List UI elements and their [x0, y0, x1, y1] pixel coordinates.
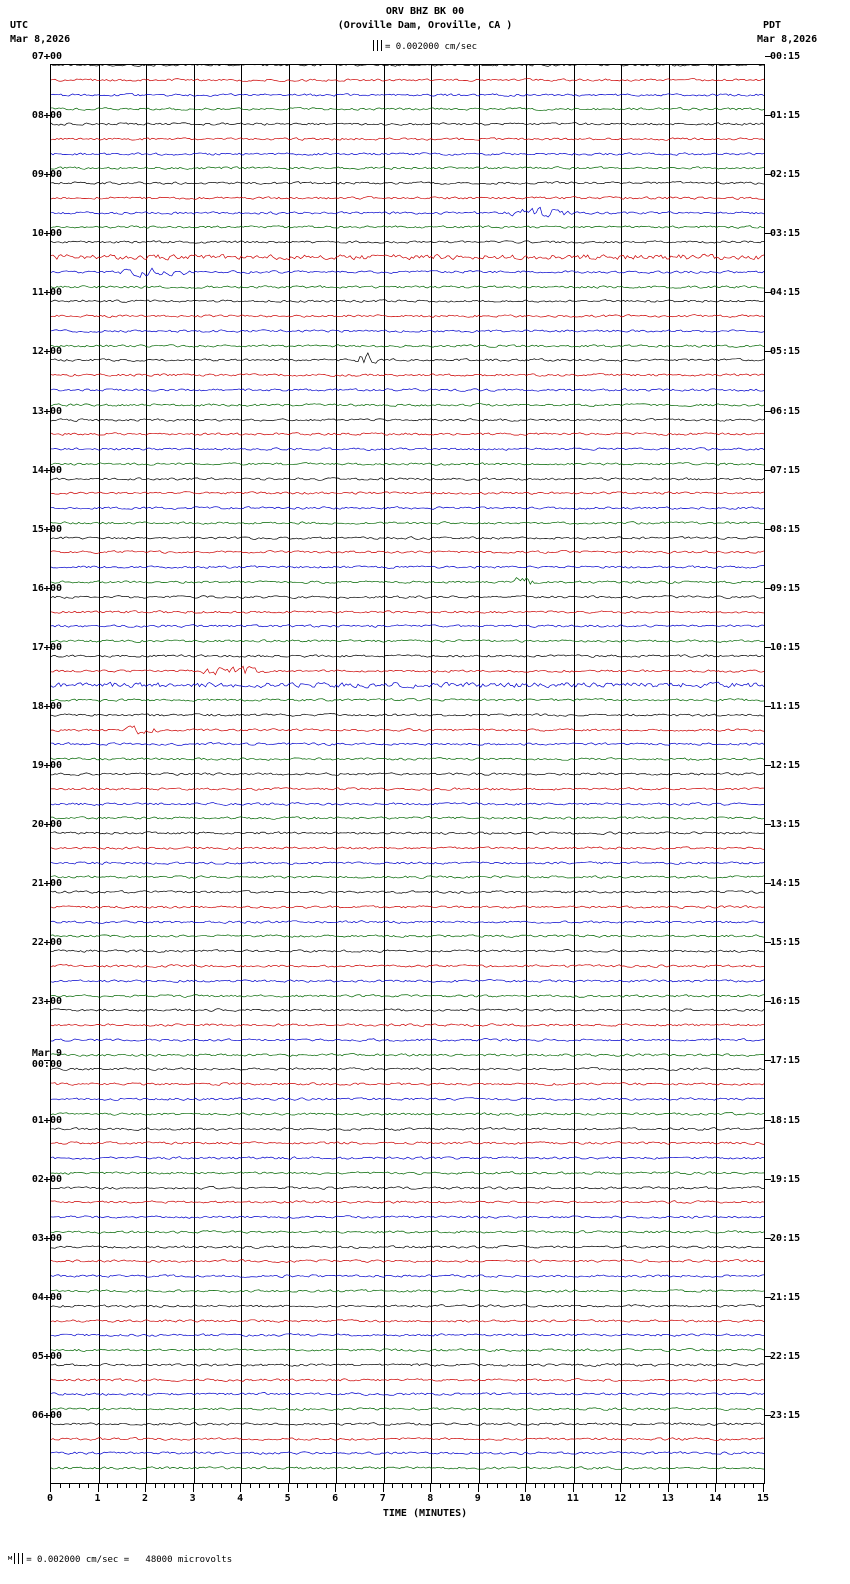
- x-tick-minor: [316, 1484, 317, 1488]
- x-tick-minor: [411, 1484, 412, 1488]
- seismogram-trace: [51, 279, 764, 295]
- pdt-hour-label: 01:15: [770, 110, 801, 122]
- x-tick-minor: [649, 1484, 650, 1488]
- x-tick-minor: [639, 1484, 640, 1488]
- seismogram-trace: [51, 825, 764, 841]
- scale-bar-icon: [373, 40, 382, 51]
- seismogram-trace: [51, 234, 764, 250]
- utc-hour-label: 23:00: [31, 996, 62, 1008]
- x-tick-label: 11: [566, 1493, 579, 1504]
- utc-hour-label: 01:00: [31, 1114, 62, 1126]
- seismogram-trace: [51, 1224, 764, 1240]
- x-tick-minor: [269, 1484, 270, 1488]
- x-tick-major: [193, 1484, 194, 1492]
- seismogram-trace: [51, 1283, 764, 1299]
- seismogram-trace: [51, 677, 764, 693]
- seismogram-trace: [51, 1194, 764, 1210]
- utc-hour-label: 03:00: [31, 1232, 62, 1244]
- seismogram-trace: [51, 899, 764, 915]
- hour-tick: [765, 1238, 771, 1239]
- utc-hour-label: 16:00: [31, 582, 62, 594]
- seismogram-trace: [51, 1076, 764, 1092]
- seismogram-trace: [51, 1017, 764, 1033]
- x-tick-minor: [753, 1484, 754, 1488]
- x-tick-minor: [155, 1484, 156, 1488]
- seismogram-trace: [51, 308, 764, 324]
- x-axis-title: TIME (MINUTES): [382, 1508, 468, 1519]
- seismogram-trace: [51, 382, 764, 398]
- seismogram-trace: [51, 1357, 764, 1373]
- x-tick-label: 9: [474, 1493, 481, 1504]
- seismogram-trace: [51, 293, 764, 309]
- hour-tick: [44, 1415, 50, 1416]
- hour-tick: [44, 56, 50, 57]
- hour-tick: [44, 883, 50, 884]
- x-tick-minor: [354, 1484, 355, 1488]
- pdt-hour-label: 19:15: [770, 1173, 801, 1185]
- x-tick-label: 3: [189, 1493, 196, 1504]
- pdt-hour-label: 17:15: [770, 1055, 801, 1067]
- x-tick-major: [430, 1484, 431, 1492]
- x-tick-minor: [79, 1484, 80, 1488]
- seismogram-trace: [51, 1180, 764, 1196]
- hour-tick: [44, 824, 50, 825]
- seismogram-trace: [51, 1150, 764, 1166]
- hour-tick: [765, 411, 771, 412]
- x-tick-minor: [468, 1484, 469, 1488]
- hour-tick: [765, 1297, 771, 1298]
- seismogram-trace: [51, 338, 764, 354]
- seismogram-trace: [51, 87, 764, 103]
- hour-tick: [44, 647, 50, 648]
- x-tick-label: 7: [379, 1493, 386, 1504]
- x-tick-minor: [221, 1484, 222, 1488]
- x-tick-minor: [687, 1484, 688, 1488]
- x-tick-label: 5: [284, 1493, 291, 1504]
- seismogram-trace: [51, 175, 764, 191]
- x-tick-major: [335, 1484, 336, 1492]
- x-tick-minor: [706, 1484, 707, 1488]
- seismogram-trace: [51, 264, 764, 280]
- seismogram-trace: [51, 958, 764, 974]
- seismogram-trace: [51, 1032, 764, 1048]
- x-tick-minor: [516, 1484, 517, 1488]
- seismogram-trace: [51, 397, 764, 413]
- seismogram-trace: [51, 485, 764, 501]
- utc-hour-label: 05:00: [31, 1350, 62, 1362]
- seismogram-trace: [51, 72, 764, 88]
- x-tick-major: [525, 1484, 526, 1492]
- x-tick-major: [50, 1484, 51, 1492]
- seismogram-trace: [51, 1386, 764, 1402]
- seismogram-trace: [51, 796, 764, 812]
- x-tick-label: 10: [519, 1493, 532, 1504]
- pdt-hour-label: 09:15: [770, 582, 801, 594]
- hour-tick: [44, 1238, 50, 1239]
- x-tick-major: [715, 1484, 716, 1492]
- seismogram-trace: [51, 426, 764, 442]
- x-tick-minor: [136, 1484, 137, 1488]
- x-tick-major: [383, 1484, 384, 1492]
- utc-hour-label: 21:00: [31, 878, 62, 890]
- x-tick-minor: [563, 1484, 564, 1488]
- pdt-hour-label: 07:15: [770, 464, 801, 476]
- hour-tick: [44, 1060, 50, 1061]
- x-tick-minor: [601, 1484, 602, 1488]
- pdt-hour-label: 08:15: [770, 523, 801, 535]
- hour-tick: [765, 706, 771, 707]
- seismogram-trace: [51, 751, 764, 767]
- seismogram-trace: [51, 1061, 764, 1077]
- seismogram-trace: [51, 249, 764, 265]
- hour-tick: [44, 529, 50, 530]
- right-date-label: Mar 8,2026: [757, 34, 818, 45]
- x-tick-minor: [69, 1484, 70, 1488]
- x-tick-label: 4: [237, 1493, 244, 1504]
- x-tick-minor: [326, 1484, 327, 1488]
- x-tick-minor: [497, 1484, 498, 1488]
- hour-tick: [44, 233, 50, 234]
- hour-tick: [44, 351, 50, 352]
- seismogram-trace: [51, 471, 764, 487]
- x-tick-minor: [725, 1484, 726, 1488]
- hour-tick: [44, 942, 50, 943]
- seismogram-trace: [51, 412, 764, 428]
- x-tick-minor: [459, 1484, 460, 1488]
- pdt-hour-label: 05:15: [770, 346, 801, 358]
- hour-tick: [44, 588, 50, 589]
- hour-tick: [44, 115, 50, 116]
- x-tick-minor: [212, 1484, 213, 1488]
- hour-tick: [44, 1001, 50, 1002]
- seismogram-trace: [51, 116, 764, 132]
- x-tick-minor: [487, 1484, 488, 1488]
- seismogram-trace: [51, 692, 764, 708]
- x-tick-minor: [202, 1484, 203, 1488]
- x-tick-minor: [183, 1484, 184, 1488]
- x-tick-minor: [60, 1484, 61, 1488]
- x-tick-major: [620, 1484, 621, 1492]
- utc-hour-label: 14:00: [31, 464, 62, 476]
- x-tick-minor: [278, 1484, 279, 1488]
- seismogram-trace: [51, 1313, 764, 1329]
- hour-tick: [765, 470, 771, 471]
- hour-tick: [44, 1179, 50, 1180]
- seismogram-trace: [51, 1268, 764, 1284]
- x-tick-major: [145, 1484, 146, 1492]
- x-tick-minor: [392, 1484, 393, 1488]
- x-tick-major: [763, 1484, 764, 1492]
- pdt-hour-label: 00:15: [770, 51, 801, 62]
- hour-tick: [765, 1120, 771, 1121]
- x-tick-label: 8: [427, 1493, 434, 1504]
- x-tick-minor: [402, 1484, 403, 1488]
- seismogram-trace: [51, 1165, 764, 1181]
- seismogram-trace: [51, 884, 764, 900]
- seismogram-trace: [51, 530, 764, 546]
- seismogram-trace: [51, 146, 764, 162]
- seismogram-trace: [51, 781, 764, 797]
- utc-hour-label: 22:00: [31, 937, 62, 949]
- utc-hour-label: 07:00: [31, 51, 62, 62]
- seismogram-trace: [51, 1106, 764, 1122]
- scale-bar-note: [0, 40, 850, 52]
- seismogram-trace: [51, 928, 764, 944]
- chart-subtitle: (Oroville Dam, Oroville, CA ): [337, 20, 513, 31]
- pdt-hour-label: 23:15: [770, 1409, 801, 1421]
- seismogram-trace: [51, 1298, 764, 1314]
- footer-prefix: м: [8, 1554, 13, 1562]
- pdt-hour-label: 22:15: [770, 1350, 801, 1362]
- x-tick-minor: [506, 1484, 507, 1488]
- seismogram-trace: [51, 559, 764, 575]
- hour-tick: [765, 115, 771, 116]
- seismogram-trace: [51, 1372, 764, 1388]
- x-tick-major: [573, 1484, 574, 1492]
- seismogram-trace: [51, 131, 764, 147]
- seismogram-trace: [51, 707, 764, 723]
- hour-tick: [765, 824, 771, 825]
- seismogram-trace: [51, 1342, 764, 1358]
- footer-scale-text: = 0.002000 cm/sec = 48000 microvolts: [26, 1555, 233, 1565]
- seismogram-trace: [51, 1327, 764, 1343]
- pdt-hour-label: 20:15: [770, 1232, 801, 1244]
- x-tick-label: 12: [614, 1493, 627, 1504]
- pdt-hour-label: 10:15: [770, 641, 801, 653]
- x-tick-minor: [364, 1484, 365, 1488]
- seismogram-trace: [51, 1239, 764, 1255]
- x-tick-minor: [582, 1484, 583, 1488]
- utc-hour-label: 11:00: [31, 287, 62, 299]
- seismogram-trace: [51, 101, 764, 117]
- hour-tick: [44, 174, 50, 175]
- seismogram-trace: [51, 544, 764, 560]
- hour-tick: [765, 56, 771, 57]
- footer-scale-note: [8, 1553, 232, 1565]
- x-tick-minor: [592, 1484, 593, 1488]
- hour-tick: [765, 292, 771, 293]
- x-tick-minor: [658, 1484, 659, 1488]
- x-tick-minor: [307, 1484, 308, 1488]
- x-tick-minor: [421, 1484, 422, 1488]
- pdt-hour-label: 13:15: [770, 819, 801, 831]
- utc-hour-label: 06:00: [31, 1409, 62, 1421]
- x-tick-major: [98, 1484, 99, 1492]
- hour-tick: [765, 1415, 771, 1416]
- utc-hour-label: 08:00: [31, 110, 62, 122]
- hour-tick: [765, 1179, 771, 1180]
- seismogram-trace: [51, 441, 764, 457]
- seismogram-trace: [51, 1445, 764, 1461]
- hour-tick: [765, 233, 771, 234]
- hour-tick: [765, 1356, 771, 1357]
- x-tick-minor: [677, 1484, 678, 1488]
- x-tick-label: 6: [332, 1493, 339, 1504]
- x-tick-minor: [535, 1484, 536, 1488]
- seismogram-trace: [51, 515, 764, 531]
- hour-tick: [765, 942, 771, 943]
- pdt-hour-label: 12:15: [770, 760, 801, 771]
- seismogram-trace: [51, 914, 764, 930]
- seismogram-trace: [51, 1401, 764, 1417]
- x-tick-minor: [696, 1484, 697, 1488]
- x-tick-label: 14: [709, 1493, 722, 1504]
- x-tick-major: [240, 1484, 241, 1492]
- x-tick-minor: [250, 1484, 251, 1488]
- utc-hour-label: 20:00: [31, 819, 62, 831]
- seismogram-trace: [51, 736, 764, 752]
- pdt-hour-label: 18:15: [770, 1114, 801, 1126]
- seismogram-trace: [51, 1460, 764, 1476]
- seismogram-trace: [51, 456, 764, 472]
- x-tick-minor: [88, 1484, 89, 1488]
- x-tick-minor: [164, 1484, 165, 1488]
- seismogram-trace: [51, 604, 764, 620]
- left-timezone-label: UTC: [10, 20, 29, 31]
- hour-tick: [44, 1297, 50, 1298]
- pdt-hour-label: 16:15: [770, 996, 801, 1008]
- seismogram-trace: [51, 1431, 764, 1447]
- utc-hour-label: 17:00: [31, 641, 62, 653]
- pdt-hour-label: 15:15: [770, 937, 801, 949]
- seismogram-trace: [51, 1121, 764, 1137]
- seismogram-trace: [51, 574, 764, 590]
- x-tick-minor: [554, 1484, 555, 1488]
- pdt-hour-label: 04:15: [770, 287, 801, 299]
- seismogram-trace: [51, 1416, 764, 1432]
- x-tick-minor: [297, 1484, 298, 1488]
- x-tick-minor: [345, 1484, 346, 1488]
- seismogram-trace: [51, 1135, 764, 1151]
- seismogram-trace: [51, 190, 764, 206]
- x-tick-label: 13: [661, 1493, 674, 1504]
- scale-bar-text: = 0.002000 cm/sec: [384, 42, 478, 52]
- x-tick-minor: [107, 1484, 108, 1488]
- footer-scale-bar-icon: [14, 1553, 23, 1564]
- seismogram-trace: [51, 840, 764, 856]
- seismogram-trace: [51, 663, 764, 679]
- x-tick-label: 1: [94, 1493, 101, 1504]
- x-tick-minor: [174, 1484, 175, 1488]
- hour-tick: [765, 1001, 771, 1002]
- x-tick-label: 2: [142, 1493, 149, 1504]
- utc-hour-label: 18:00: [31, 700, 62, 712]
- x-tick-minor: [117, 1484, 118, 1488]
- seismogram-trace: [51, 988, 764, 1004]
- pdt-hour-label: 02:15: [770, 169, 801, 181]
- x-tick-minor: [744, 1484, 745, 1488]
- seismogram-trace: [51, 722, 764, 738]
- hour-tick: [44, 292, 50, 293]
- x-tick-minor: [544, 1484, 545, 1488]
- seismogram-trace: [51, 869, 764, 885]
- x-tick-label: 0: [46, 1493, 54, 1504]
- seismogram-trace: [51, 973, 764, 989]
- seismogram-trace: [51, 855, 764, 871]
- hour-tick: [765, 883, 771, 884]
- seismogram-trace: [51, 367, 764, 383]
- pdt-hour-label: 11:15: [770, 700, 801, 712]
- hour-tick: [44, 765, 50, 766]
- utc-hour-label: 13:00: [31, 405, 62, 417]
- pdt-hour-label: 03:15: [770, 228, 801, 240]
- x-tick-minor: [126, 1484, 127, 1488]
- seismogram-trace: [51, 633, 764, 649]
- seismogram-trace: [51, 500, 764, 516]
- hour-tick: [765, 765, 771, 766]
- seismogram-trace: [51, 766, 764, 782]
- x-tick-major: [478, 1484, 479, 1492]
- seismogram-trace: [51, 1002, 764, 1018]
- hour-tick: [765, 1060, 771, 1061]
- hour-tick: [765, 588, 771, 589]
- x-tick-minor: [440, 1484, 441, 1488]
- seismogram-trace: [51, 943, 764, 959]
- x-tick-minor: [373, 1484, 374, 1488]
- utc-hour-label: 19:00: [31, 760, 62, 771]
- seismogram-trace: [51, 1091, 764, 1107]
- x-tick-minor: [449, 1484, 450, 1488]
- utc-hour-label: Mar 9 00:00: [31, 1048, 62, 1071]
- seismogram-trace: [51, 618, 764, 634]
- x-tick-minor: [630, 1484, 631, 1488]
- hour-tick: [765, 174, 771, 175]
- utc-hour-label: 15:00: [31, 523, 62, 535]
- utc-hour-label: 12:00: [31, 346, 62, 358]
- x-tick-major: [668, 1484, 669, 1492]
- hour-tick: [44, 1120, 50, 1121]
- x-tick-minor: [259, 1484, 260, 1488]
- utc-hour-label: 02:00: [31, 1173, 62, 1185]
- x-tick-minor: [734, 1484, 735, 1488]
- pdt-hour-label: 21:15: [770, 1291, 801, 1303]
- left-date-label: Mar 8,2026: [10, 34, 71, 45]
- right-timezone-label: PDT: [763, 20, 782, 31]
- seismogram-trace: [51, 352, 764, 368]
- seismogram-trace: [51, 1253, 764, 1269]
- x-tick-minor: [611, 1484, 612, 1488]
- hour-tick: [765, 529, 771, 530]
- seismogram-trace: [51, 205, 764, 221]
- x-tick-label: 15: [756, 1493, 770, 1504]
- seismogram-trace: [51, 810, 764, 826]
- hour-tick: [44, 706, 50, 707]
- hour-tick: [44, 470, 50, 471]
- hour-tick: [44, 411, 50, 412]
- hour-tick: [765, 351, 771, 352]
- seismogram-trace: [51, 1209, 764, 1225]
- utc-hour-label: 10:00: [31, 228, 62, 240]
- pdt-hour-label: 06:15: [770, 405, 801, 417]
- seismogram-trace: [51, 589, 764, 605]
- seismogram-plot: [50, 64, 765, 1484]
- hour-tick: [765, 647, 771, 648]
- seismogram-trace: [51, 323, 764, 339]
- utc-hour-label: 04:00: [31, 1291, 62, 1303]
- chart-title: ORV BHZ BK 00: [385, 6, 465, 17]
- utc-hour-label: 09:00: [31, 169, 62, 181]
- seismogram-trace: [51, 160, 764, 176]
- x-tick-major: [288, 1484, 289, 1492]
- pdt-hour-label: 14:15: [770, 878, 801, 890]
- hour-tick: [44, 1356, 50, 1357]
- x-tick-minor: [231, 1484, 232, 1488]
- seismogram-trace: [51, 1047, 764, 1063]
- seismogram-trace: [51, 219, 764, 235]
- seismogram-trace: [51, 648, 764, 664]
